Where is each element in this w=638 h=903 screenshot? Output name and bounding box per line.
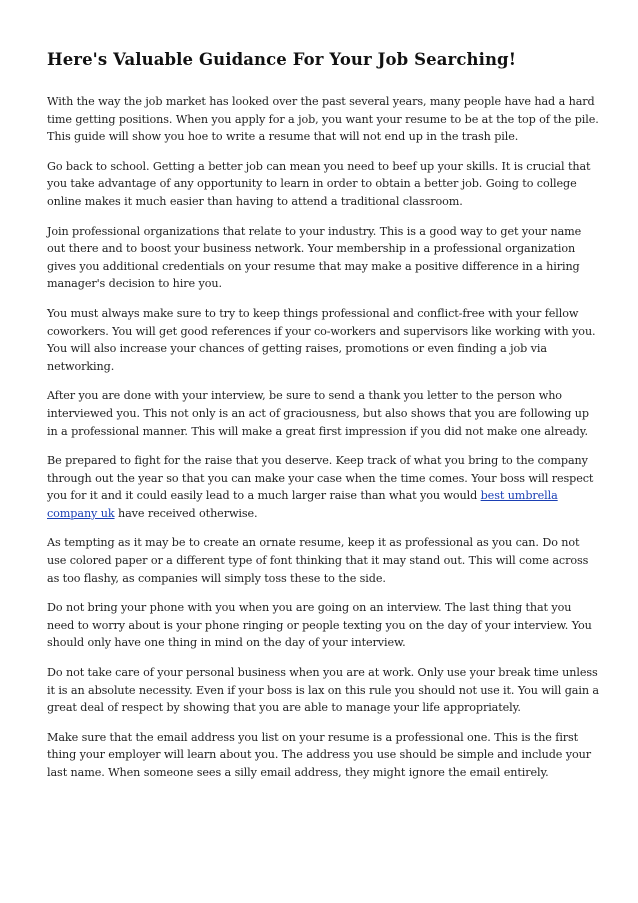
paragraph-personal-business: Do not take care of your personal business when you are at work. Only use your break time unless it is an absolute necessity. Even if your boss is lax on this rule you should not use it. You will gain a great deal of respect by showing that you are able to manage your life appropriately. [47, 666, 599, 715]
paragraph-raise-tail: have received otherwise. [114, 506, 258, 520]
paragraph-email: Make sure that the email address you list on your resume is a professional one. This is the first thing your employer will learn about you. The address you use should be simple and include your last name. When someone sees a silly email address, they might ignore the email entirely. [47, 730, 591, 779]
paragraph-thank-you: After you are done with your interview, be sure to send a thank you letter to the person who interviewed you. This not only is an act of graciousness, but also shows that you are following up in a professional manner. This will make a great first impression if you did not make one already. [47, 389, 589, 438]
paragraph-school: Go back to school. Getting a better job can mean you need to beef up your skills. It is crucial that you take advantage of any opportunity to learn in order to obtain a better job. Going to college online makes it much easier than having to attend a traditional classroom. [47, 159, 591, 208]
umbrella-company-link[interactable]: best umbrella company uk [47, 489, 558, 520]
paragraph-phone: Do not bring your phone with you when you are going on an interview. The last thing that you need to worry about is your phone ringing or people texting you on the day of your interview. You should only have one thing in mind on the day of your interview. [47, 601, 592, 650]
paragraph-coworkers: You must always make sure to try to keep things professional and conflict-free with your fellow coworkers. You will get good references if your co-workers and supervisors like working with you. You will also increase your chances of getting raises, promotions or even finding a job via networking. [47, 306, 596, 373]
page-title: Here's Valuable Guidance For Your Job Searching! [47, 50, 517, 69]
paragraph-resume-style: As tempting as it may be to create an ornate resume, keep it as professional as you can. Do not use colored paper or a different type of font thinking that it may stand out. This will come across as too flashy, as companies will simply toss these to the side. [47, 536, 589, 585]
paragraph-organizations: Join professional organizations that relate to your industry. This is a good way to get your name out there and to boost your business network. Your membership in a professional organization gives you additional credentials on your resume that may make a positive difference in a hiring manager's decision to hire you. [47, 224, 582, 291]
document-page [47, 48, 599, 794]
paragraph-raise-text: Be prepared to fight for the raise that you deserve. Keep track of what you bring to the company through out the year so that you can make your case when the time comes. Your boss will respect you for it and it could easily lead to a much larger raise than what you would [47, 454, 594, 503]
paragraph-raise [47, 452, 599, 522]
paragraph-intro: With the way the job market has looked over the past several years, many people have had a hard time getting positions. When you apply for a job, you want your resume to be at the top of the pile. This guide will show you hoe to write a resume that will not end up in the trash pile. [47, 95, 599, 144]
